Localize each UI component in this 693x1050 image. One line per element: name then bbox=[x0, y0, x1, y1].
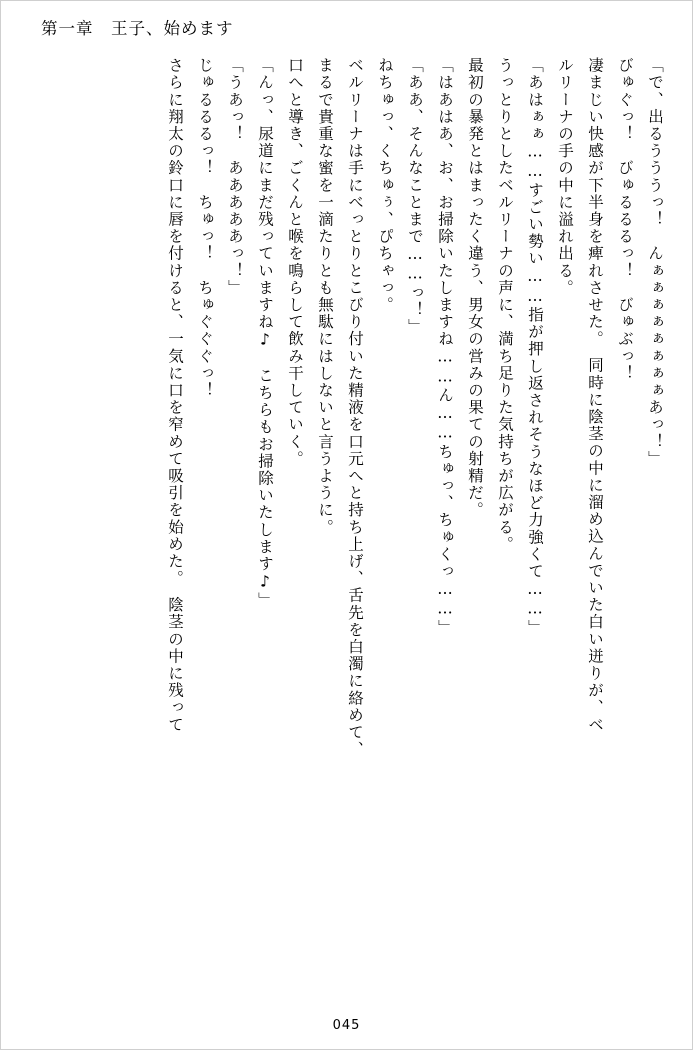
text-line: 最初の暴発とはまったく違う、男女の営みの果ての射精だ。 bbox=[466, 57, 484, 519]
text-line: じゅるるるっ！ ちゅっ！ ちゅぐぐぐっ！ bbox=[196, 57, 214, 399]
text-line: まるで貴重な蜜を一滴たりとも無駄にはしないと言うように。 bbox=[316, 57, 334, 536]
chapter-header: 第一章 王子、始めます bbox=[41, 19, 234, 38]
vertical-text-body bbox=[35, 57, 662, 987]
text-line: びゅぐっ！ びゅるるるっ！ びゅぶっ！ bbox=[616, 57, 634, 382]
text-line: 「ああ、そんなことまで……っ！」 bbox=[406, 57, 424, 336]
page-number: 045 bbox=[332, 1018, 361, 1033]
text-line: ベルリーナは手にべっとりとこびり付いた精液を口元へと持ち上げ、舌先を白濁に絡めて、 bbox=[346, 57, 364, 759]
text-line: 「で、出るうううっ！ んぁぁぁぁぁぁぁぁあっ！」 bbox=[646, 57, 664, 468]
text-line: 「あはぁぁ……すごい勢い……指が押し返されそうなほど力強くて……」 bbox=[526, 57, 544, 637]
text-line: 「はあはあ、お、お掃除いたしますね……ん……ちゅっ、ちゅくっ……」 bbox=[436, 57, 454, 637]
text-line: うっとりとしたベルリーナの声に、満ち足りた気持ちが広がる。 bbox=[496, 57, 514, 553]
text-line: ルリーナの手の中に溢れ出る。 bbox=[556, 57, 574, 297]
text-line: 凄まじい快感が下半身を痺れさせた。 同時に陰茎の中に溜め込んでいた白い迸りが、ベ bbox=[586, 57, 604, 734]
text-line: 口へと導き、ごくんと喉を鳴らして飲み干していく。 bbox=[286, 57, 304, 468]
text-line: 「んっ、尿道にまだ残っていますね♪ こちらもお掃除いたします♪」 bbox=[256, 57, 274, 610]
text-line: 「うあっ！ あああああっ！」 bbox=[226, 57, 244, 297]
text-line: さらに翔太の鈴口に唇を付けると、一気に口を窄めて吸引を始めた。 陰茎の中に残って bbox=[166, 57, 184, 734]
text-line: ねちゅっ、くちゅぅ、ぴちゃっ。 bbox=[376, 57, 394, 314]
